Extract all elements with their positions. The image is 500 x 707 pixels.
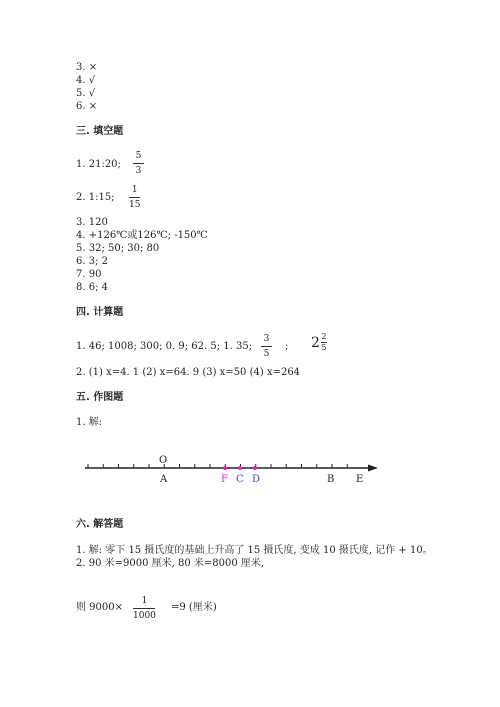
fraction bbox=[261, 334, 272, 359]
label-F: F bbox=[221, 474, 228, 485]
answer-line-6: 6. × bbox=[76, 101, 98, 112]
calc-answer-2: 2. (1) x=4. 1 (2) x=64. 9 (3) x=50 (4) x=264 bbox=[76, 367, 301, 378]
fraction-denominator: 5 bbox=[263, 349, 270, 359]
section-title-word-problems: 六. 解答题 bbox=[76, 519, 124, 530]
word-answer-calc-suffix: =9 (厘米) bbox=[171, 602, 217, 613]
fraction-numerator: 3 bbox=[263, 334, 270, 344]
mixed-fraction bbox=[321, 333, 327, 352]
mixed-denominator: 5 bbox=[321, 343, 327, 352]
answer-line-3: 3. × bbox=[76, 62, 98, 73]
fraction bbox=[133, 596, 156, 621]
fraction-bar bbox=[133, 163, 144, 164]
fill-answer-8: 8. 6; 4 bbox=[76, 282, 108, 293]
number-line-arrow bbox=[368, 465, 378, 472]
fill-answer-3: 3. 120 bbox=[76, 217, 108, 228]
point-D-marker bbox=[253, 466, 257, 470]
fraction-denominator: 3 bbox=[135, 166, 142, 176]
fraction-denominator: 15 bbox=[129, 200, 141, 210]
fraction-bar bbox=[129, 197, 140, 198]
fraction-bar bbox=[133, 608, 155, 609]
separator: ; bbox=[285, 341, 289, 352]
point-C-marker bbox=[238, 466, 242, 470]
fraction-denominator: 1000 bbox=[133, 611, 156, 621]
fill-answer-2: 2. 1:15; bbox=[76, 192, 115, 203]
fill-answer-5: 5. 32; 50; 30; 80 bbox=[76, 243, 160, 254]
drawing-answer-1: 1. 解: bbox=[76, 417, 103, 428]
word-answer-calc-prefix: 则 9000× bbox=[76, 602, 124, 613]
fill-answer-4: 4. +126℃或126℃; -150℃ bbox=[76, 230, 208, 241]
number-line-diagram bbox=[0, 452, 500, 492]
answer-line-4: 4. √ bbox=[76, 75, 96, 86]
fill-answer-6: 6. 3; 2 bbox=[76, 256, 108, 267]
section-title-calculation: 四. 计算题 bbox=[76, 307, 124, 318]
fraction-numerator: 1 bbox=[141, 596, 148, 606]
fraction bbox=[129, 185, 140, 210]
mixed-numerator: 2 bbox=[321, 332, 327, 341]
section-title-fill-blank: 三. 填空题 bbox=[76, 126, 124, 137]
word-answer-1: 1. 解: 零下 15 摄氏度的基础上升高了 15 摄氏度, 变成 10 摄氏度, 记作 + 10。 bbox=[76, 545, 433, 556]
fraction-numerator: 1 bbox=[131, 185, 138, 195]
label-E: E bbox=[356, 474, 364, 485]
fill-answer-1: 1. 21:20; bbox=[76, 159, 121, 170]
label-C: C bbox=[236, 474, 244, 485]
mixed-number bbox=[311, 333, 327, 352]
point-F-marker bbox=[223, 466, 227, 470]
label-D: D bbox=[252, 474, 261, 485]
answer-line-5: 5. √ bbox=[76, 88, 96, 99]
fraction bbox=[133, 151, 144, 176]
fraction-bar bbox=[261, 346, 272, 347]
label-O: O bbox=[159, 455, 168, 466]
mixed-whole: 2 bbox=[311, 334, 320, 351]
fraction-numerator: 5 bbox=[135, 151, 142, 161]
label-B: B bbox=[327, 474, 335, 485]
label-A: A bbox=[160, 474, 168, 485]
section-title-drawing: 五. 作图题 bbox=[76, 392, 124, 403]
calc-answer-1: 1. 46; 1008; 300; 0. 9; 62. 5; 1. 35; bbox=[76, 341, 253, 352]
fill-answer-7: 7. 90 bbox=[76, 269, 102, 280]
word-answer-2: 2. 90 米=9000 厘米, 80 米=8000 厘米, bbox=[76, 558, 265, 569]
